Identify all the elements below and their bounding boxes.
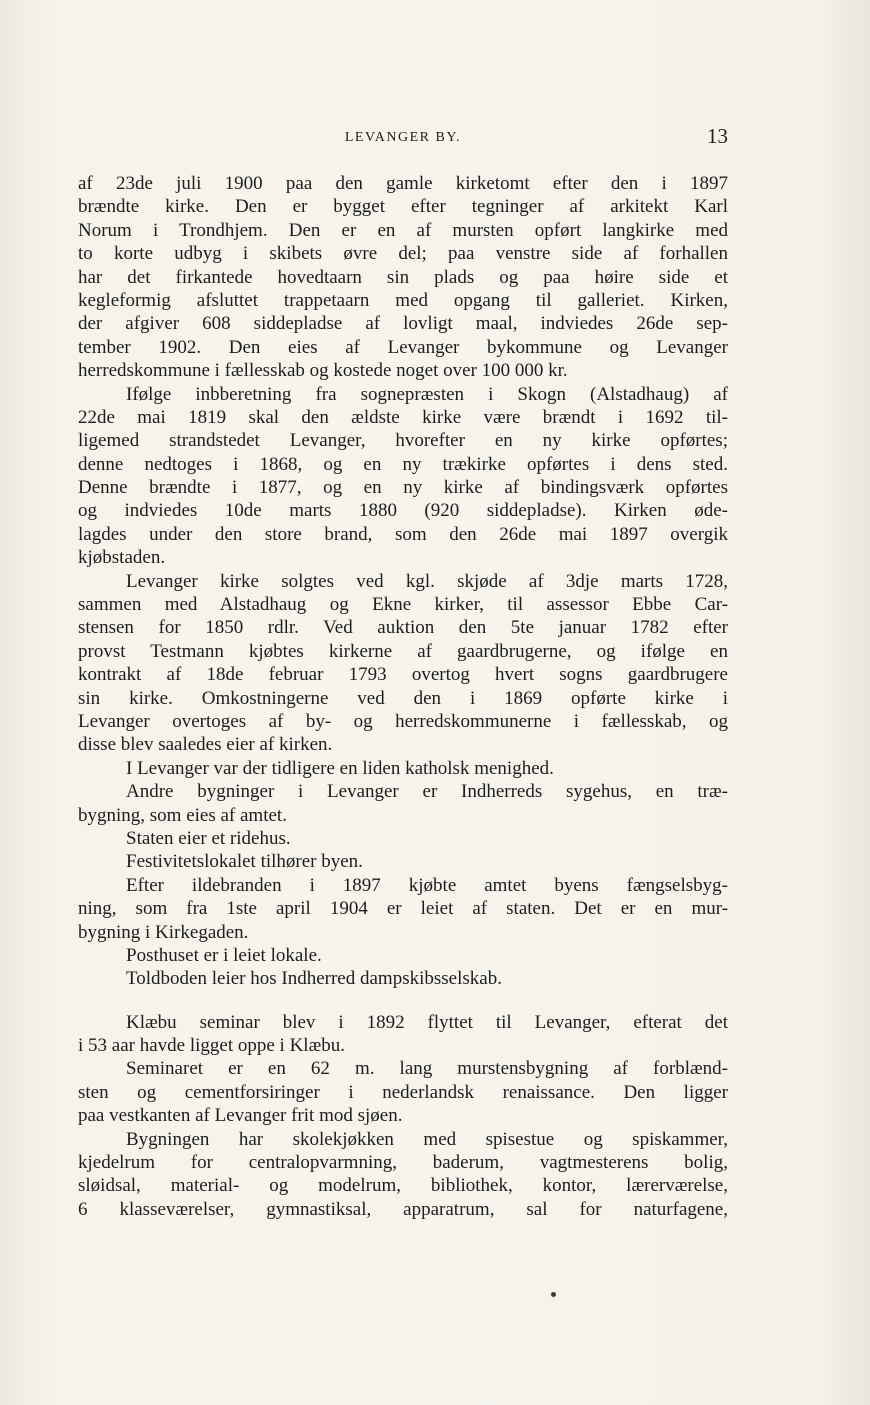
section-gap (78, 991, 728, 1011)
text-line: 6 klasseværelser, gymnastiksal, apparatrum, sal for naturfagene, (78, 1198, 728, 1220)
text-line: Efter ildebranden i 1897 kjøbte amtet byens fængselsbyg- (126, 874, 728, 896)
text-line: denne nedtoges i 1868, og en ny trækirke opførtes i dens sted. (78, 453, 728, 475)
text-line: kegleformig afsluttet trappetaarn med opgang til galleriet. Kirken, (78, 289, 728, 311)
text-line: Staten eier et ridehus. (126, 827, 291, 849)
text-line: sløidsal, material- og modelrum, bibliothek, kontor, lærerværelse, (78, 1175, 728, 1197)
text-line: Andre bygninger i Levanger er Indherreds sygehus, en træ- (126, 781, 728, 803)
text-line: ning, som fra 1ste april 1904 er leiet af staten. Det er en mur- (78, 898, 728, 920)
text-line: kjøbstaden. (78, 547, 166, 569)
text-line: kjedelrum for centralopvarmning, baderum, vagtmesterens bolig, (78, 1152, 728, 1174)
text-line: brændte kirke. Den er bygget efter tegninger af arkitekt Karl (78, 196, 728, 218)
text-line: paa vestkanten af Levanger frit mod sjøen. (78, 1105, 403, 1127)
page-header (78, 124, 728, 148)
text-line: sten og cementforsiringer i nederlandsk renaissance. Den ligger (78, 1081, 728, 1103)
text-line: tember 1902. Den eies af Levanger bykommune og Levanger (78, 336, 728, 358)
text-line: disse blev saaledes eier af kirken. (78, 734, 333, 756)
text-line: provst Testmann kjøbtes kirkerne af gaardbrugerne, og ifølge en (78, 640, 728, 662)
text-line: Levanger kirke solgtes ved kgl. skjøde af 3dje marts 1728, (126, 570, 728, 592)
text-line: herredskommune i fællesskab og kostede noget over 100 000 kr. (78, 360, 568, 382)
text-line: Toldboden leier hos Indherred dampskibsselskab. (126, 968, 502, 990)
text-line: og indviedes 10de marts 1880 (920 siddepladse). Kirken øde- (78, 500, 728, 522)
text-line: Bygningen har skolekjøkken med spisestue og spiskammer, (126, 1128, 728, 1150)
print-speck (551, 1292, 556, 1297)
text-line: I Levanger var der tidligere en liden katholsk menighed. (126, 757, 554, 779)
text-line: bygning, som eies af amtet. (78, 804, 287, 826)
text-line: af 23de juli 1900 paa den gamle kirketomt efter den i 1897 (78, 173, 728, 194)
text-line: lagdes under den store brand, som den 26de mai 1897 overgik (78, 523, 728, 545)
text-line: sammen med Alstadhaug og Ekne kirker, til assessor Ebbe Car- (78, 594, 728, 616)
text-line: Denne brændte i 1877, og en ny kirke af bindingsværk opførtes (78, 477, 728, 499)
text-line: Seminaret er en 62 m. lang murstensbygning af forblænd- (126, 1058, 728, 1080)
text-line: bygning i Kirkegaden. (78, 921, 249, 943)
text-line: ligemed strandstedet Levanger, hvorefter en ny kirke opførtes; (78, 430, 728, 452)
text-line: kontrakt af 18de februar 1793 overtog hvert sogns gaardbrugere (78, 664, 728, 686)
text-line: Festivitetslokalet tilhører byen. (126, 851, 363, 873)
text-line: der afgiver 608 siddepladse af lovligt maal, indviedes 26de sep- (78, 313, 728, 335)
text-line: Klæbu seminar blev i 1892 flyttet til Levanger, efterat det (126, 1011, 728, 1033)
text-line: to korte udbyg i skibets øvre del; paa venstre side af forhallen (78, 243, 728, 265)
text-line: i 53 aar havde ligget oppe i Klæbu. (78, 1035, 345, 1057)
text-line: har det firkantede hovedtaarn sin plads og paa høire side et (78, 266, 728, 288)
text-line: Levanger overtoges af by- og herredskommunerne i fællesskab, og (78, 710, 728, 732)
text-line: 22de mai 1819 skal den ældste kirke være brændt i 1692 til- (78, 406, 728, 428)
text-line: sin kirke. Omkostningerne ved den i 1869 opførte kirke i (78, 687, 728, 709)
running-title: LEVANGER BY. (344, 130, 462, 145)
body-text (78, 172, 728, 1221)
text-line: Ifølge inbberetning fra sognepræsten i Skogn (Alstadhaug) af (126, 383, 728, 405)
text-line: Posthuset er i leiet lokale. (126, 944, 322, 966)
text-line: Norum i Trondhjem. Den er en af mursten opført langkirke med (78, 219, 728, 241)
text-line: stensen for 1850 rdlr. Ved auktion den 5te januar 1782 efter (78, 617, 728, 639)
page-number: 13 (707, 124, 728, 148)
